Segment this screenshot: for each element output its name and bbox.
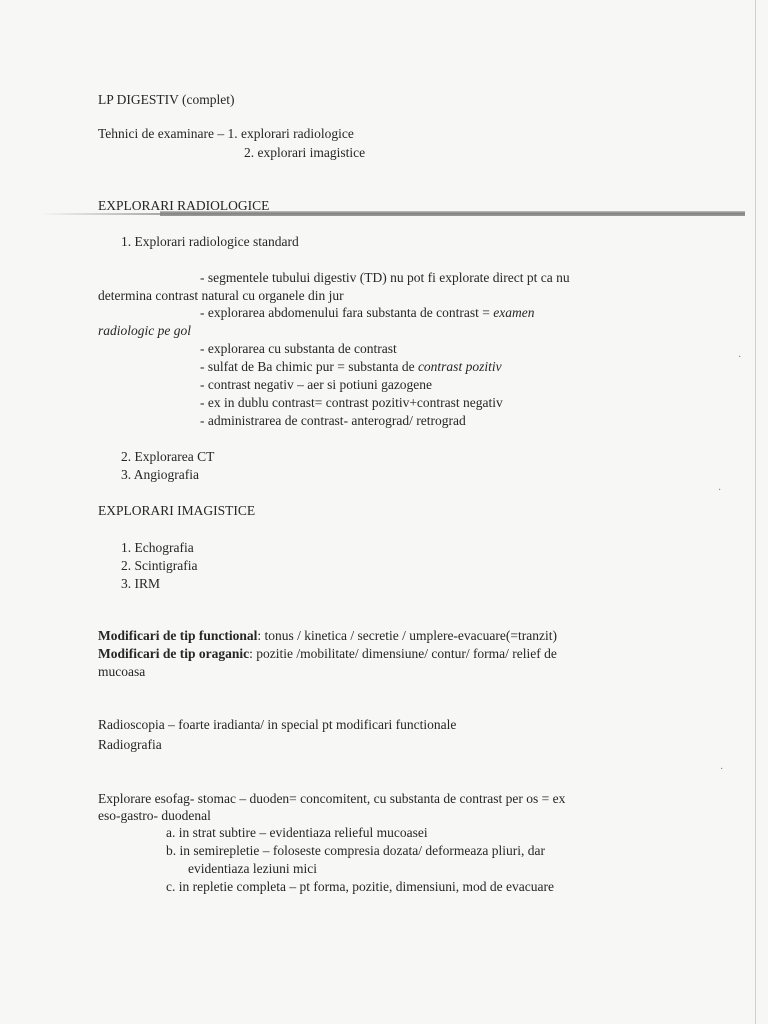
section-heading-imagistice: EXPLORARI IMAGISTICE (98, 503, 256, 518)
esofag-line2: eso-gastro- duodenal (98, 808, 211, 823)
bullet-contrast: - explorarea cu substanta de contrast (200, 341, 397, 356)
scan-speck: · (718, 485, 722, 496)
bullet-segmente-line2: determina contrast natural cu organele din jur (98, 288, 344, 303)
esofag-line1: Explorare esofag- stomac – duoden= concomitent, cu substanta de contrast per os = ex (98, 791, 566, 806)
bullet-dublu-contrast: - ex in dublu contrast= contrast pozitiv+contrast negativ (200, 395, 503, 410)
imagistice-item-2: 2. Scintigrafia (121, 558, 198, 573)
esofag-item-a: a. in strat subtire – evidentiaza relieful mucoasei (166, 825, 428, 840)
document-title: LP DIGESTIV (complet) (98, 92, 235, 107)
scan-speck: · (720, 764, 724, 775)
esofag-item-c: c. in repletie completa – pt forma, pozitie, dimensiuni, mod de evacuare (166, 879, 554, 894)
modificari-organic (98, 646, 557, 662)
imagistice-item-1: 1. Echografia (121, 540, 194, 555)
scan-speck: · (738, 352, 742, 363)
section-heading-radiologice: EXPLORARI RADIOLOGICE (98, 198, 270, 213)
modificari-organic-label: Modificari de tip oraganic (98, 646, 250, 661)
radioscopia-line: Radioscopia – foarte iradianta/ in special pt modificari functionale (98, 717, 457, 732)
modificari-organic-line2: mucoasa (98, 664, 146, 679)
bullet-abdomen-line1 (200, 305, 534, 321)
imagistice-item-3: 3. IRM (121, 576, 161, 591)
radiologice-item-2: 2. Explorarea CT (121, 449, 215, 464)
radiografia-line: Radiografia (98, 737, 162, 752)
radiologice-item-3: 3. Angiografia (121, 467, 199, 482)
bullet-abdomen-text: - explorarea abdomenului fara substanta de contrast = (200, 305, 494, 320)
esofag-item-b-line2: evidentiaza leziuni mici (188, 861, 317, 876)
modificari-functional-text: : tonus / kinetica / secretie / umplere-evacuare(=tranzit) (257, 628, 557, 643)
esofag-item-b-line1: b. in semirepletie – foloseste compresia dozata/ deformeaza pliuri, dar (166, 843, 545, 858)
bullet-abdomen-italic: examen (493, 305, 535, 320)
bullet-sulfat-text: - sulfat de Ba chimic pur = substanta de (200, 359, 418, 374)
bullet-sulfat (200, 359, 502, 375)
radiologice-item-1: 1. Explorari radiologice standard (121, 234, 299, 249)
page-edge (755, 0, 756, 1024)
bullet-segmente-line1: - segmentele tubului digestiv (TD) nu pot fi explorate direct pt ca nu (200, 270, 570, 285)
bullet-administrare: - administrarea de contrast- anterograd/ retrograd (200, 413, 466, 428)
bullet-abdomen-line2: radiologic pe gol (98, 323, 191, 338)
tehnici-item-2: 2. explorari imagistice (244, 145, 366, 160)
modificari-functional (98, 628, 557, 644)
tehnici-label: Tehnici de examinare – 1. explorari radiologice (98, 126, 354, 141)
bullet-contrast-negativ: - contrast negativ – aer si potiuni gazogene (200, 377, 433, 392)
modificari-functional-label: Modificari de tip functional (98, 628, 258, 643)
bullet-sulfat-italic: contrast pozitiv (417, 359, 502, 374)
modificari-organic-text: : pozitie /mobilitate/ dimensiune/ contur/ forma/ relief de (249, 646, 557, 661)
